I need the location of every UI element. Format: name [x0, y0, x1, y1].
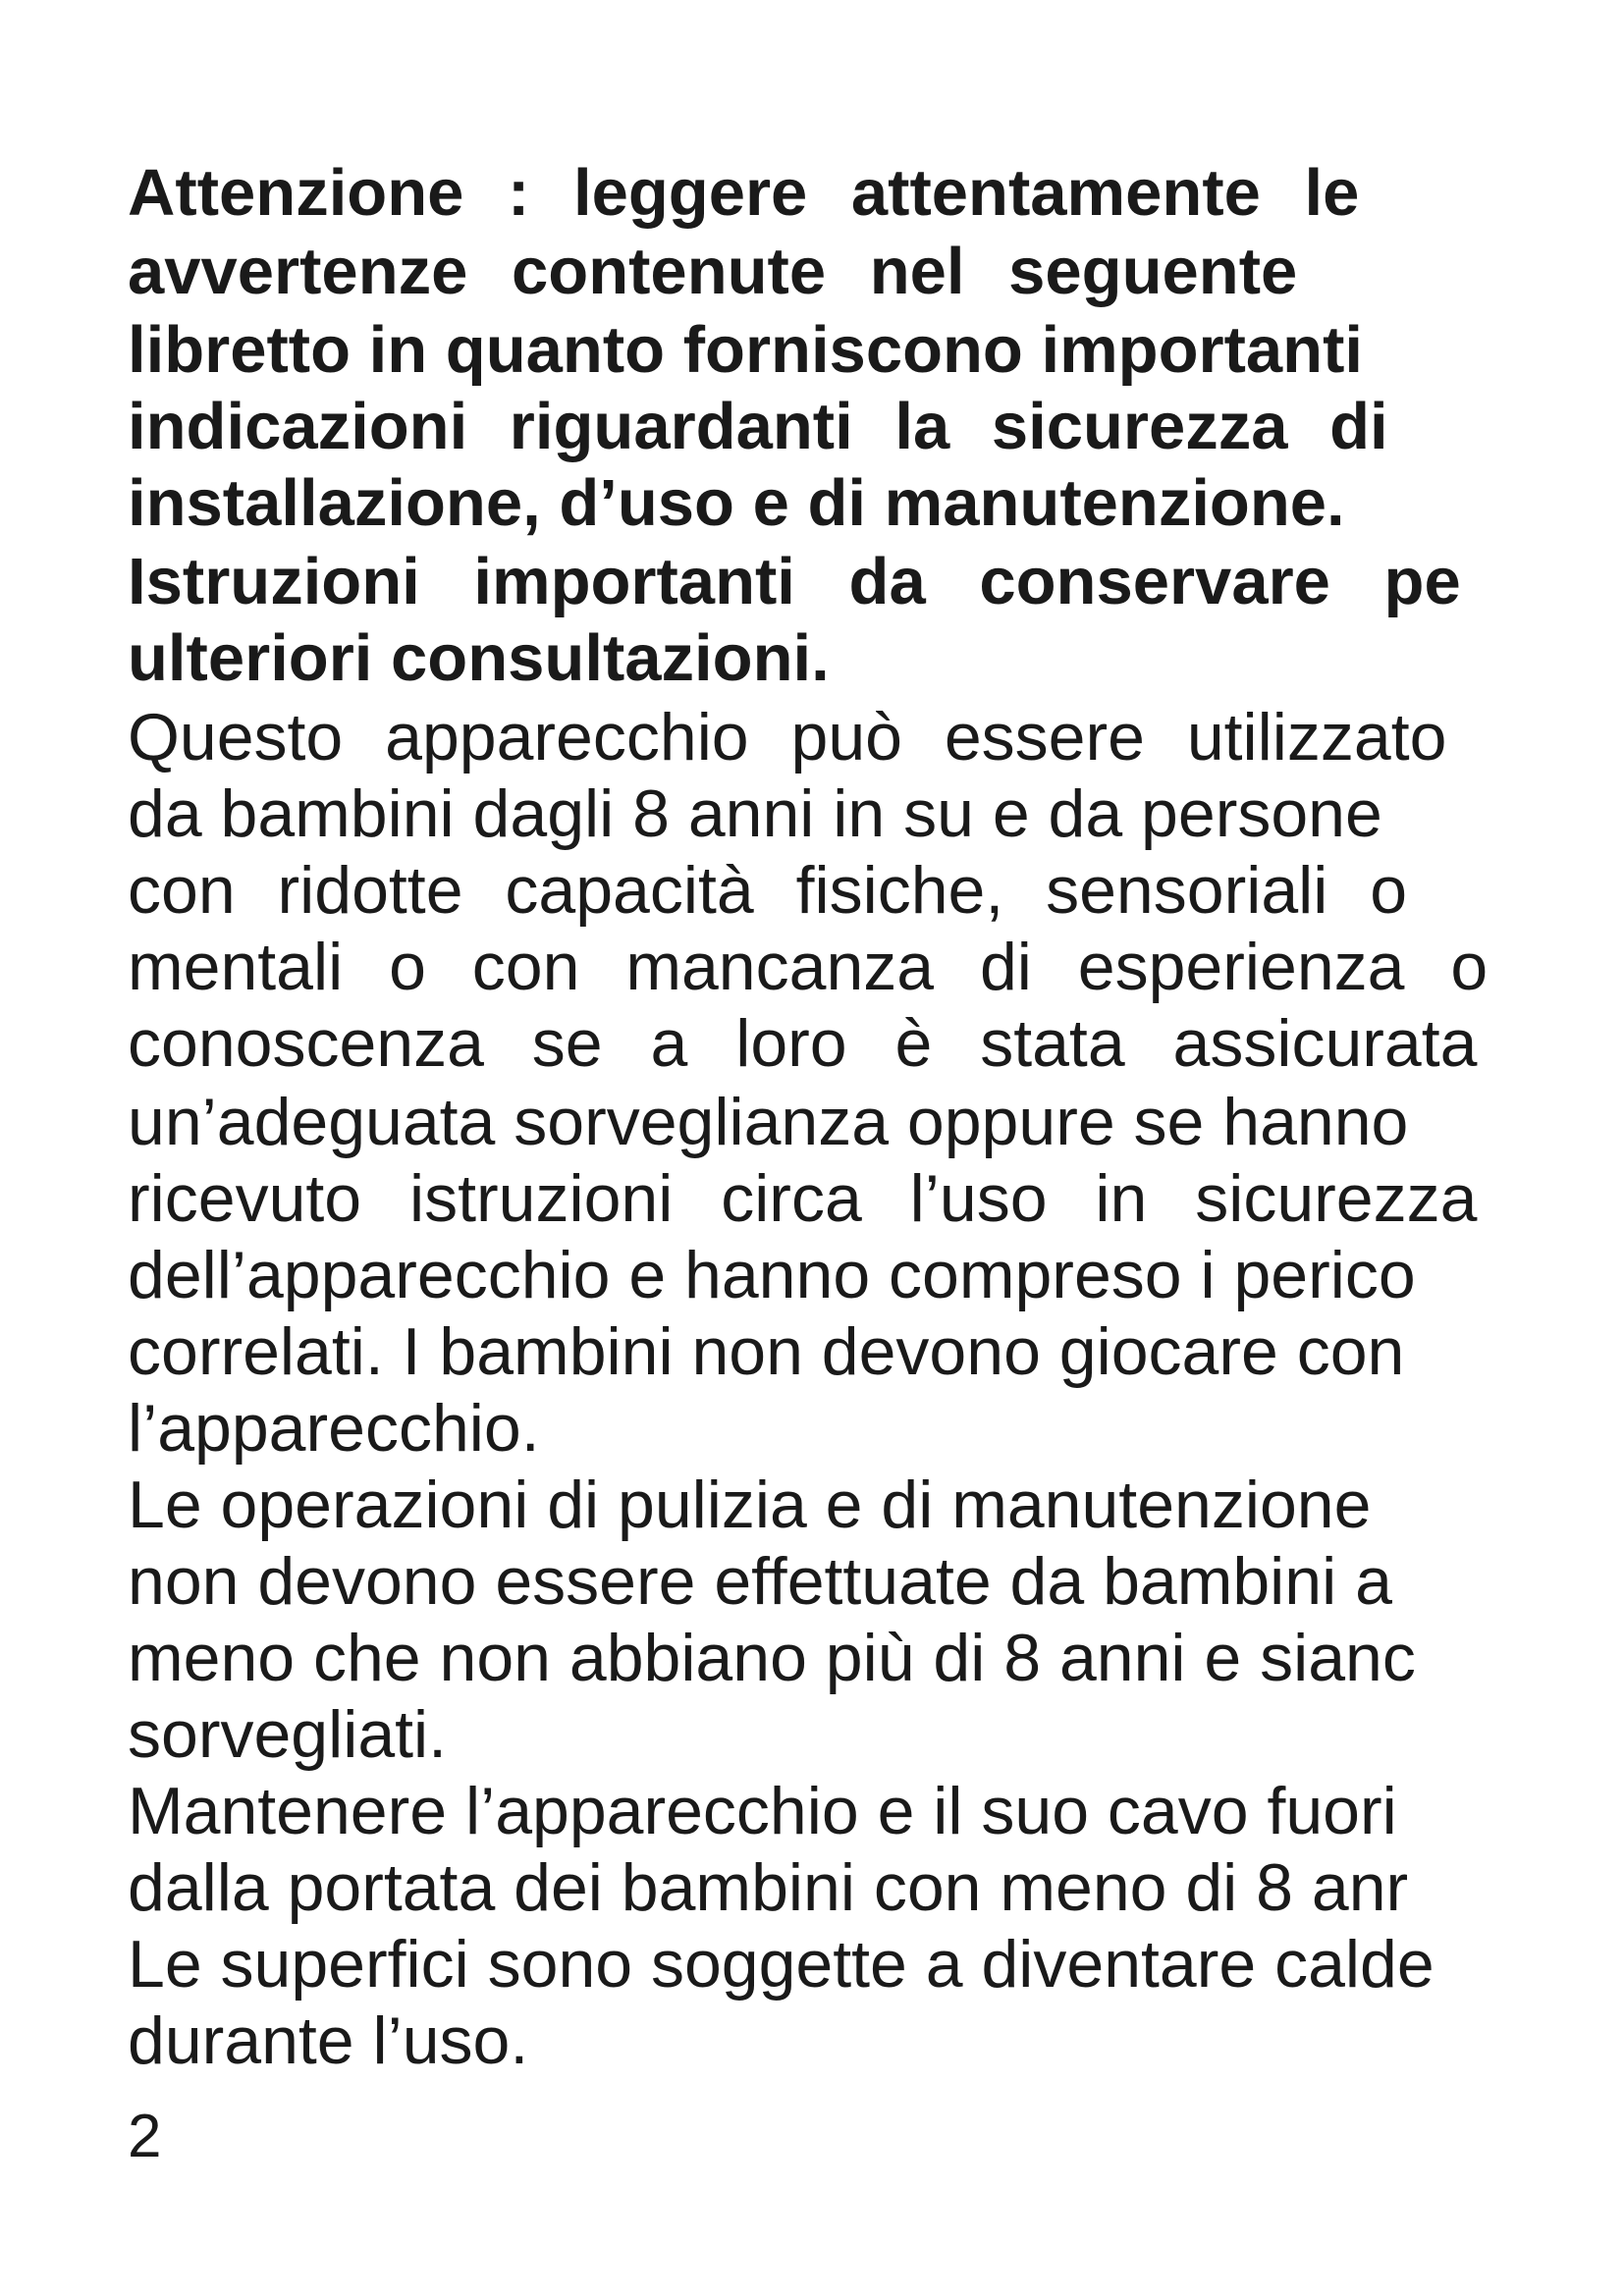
warning-line: Istruzioni importanti da conservare pe	[128, 545, 1461, 618]
page-number: 2	[128, 2103, 162, 2170]
body-line: correlati. I bambini non devono giocare con	[128, 1314, 1405, 1389]
warning-line: Attenzione : leggere attentamente le	[128, 156, 1360, 230]
body-line: meno che non abbiano più di 8 anni e sianc	[128, 1621, 1416, 1695]
body-line: Mantenere l’apparecchio e il suo cavo fuori	[128, 1774, 1397, 1848]
body-line: sorvegliati.	[128, 1697, 448, 1772]
body-line: Le operazioni di pulizia e di manutenzione	[128, 1468, 1372, 1542]
body-line: non devono essere effettuate da bambini a	[128, 1544, 1392, 1619]
body-line: ricevuto istruzioni circa l’uso in sicurezza	[128, 1161, 1478, 1236]
warning-line: indicazioni riguardanti la sicurezza di	[128, 390, 1388, 463]
body-line: Le superfici sono soggette a diventare calde	[128, 1927, 1435, 2002]
body-line: Questo apparecchio può essere utilizzato	[128, 700, 1447, 774]
body-line: un’adeguata sorveglianza oppure se hanno	[128, 1085, 1409, 1159]
warning-line: ulteriori consultazioni.	[128, 621, 830, 695]
body-line: durante l’uso.	[128, 2003, 529, 2078]
warning-line: installazione, d’uso e di manutenzione.	[128, 466, 1345, 540]
body-line: conoscenza se a loro è stata assicurata	[128, 1006, 1478, 1081]
warning-line: avvertenze contenute nel seguente	[128, 235, 1298, 308]
warning-line: libretto in quanto forniscono importanti	[128, 313, 1364, 387]
body-line: con ridotte capacità fisiche, sensoriali o	[128, 853, 1408, 928]
body-line: da bambini dagli 8 anni in su e da persone	[128, 776, 1382, 851]
body-line: mentali o con mancanza di esperienza o	[128, 930, 1489, 1004]
body-line: dell’apparecchio e hanno compreso i perico	[128, 1238, 1416, 1312]
body-line: dalla portata dei bambini con meno di 8 anr	[128, 1850, 1409, 1925]
body-line: l’apparecchio.	[128, 1391, 540, 1466]
